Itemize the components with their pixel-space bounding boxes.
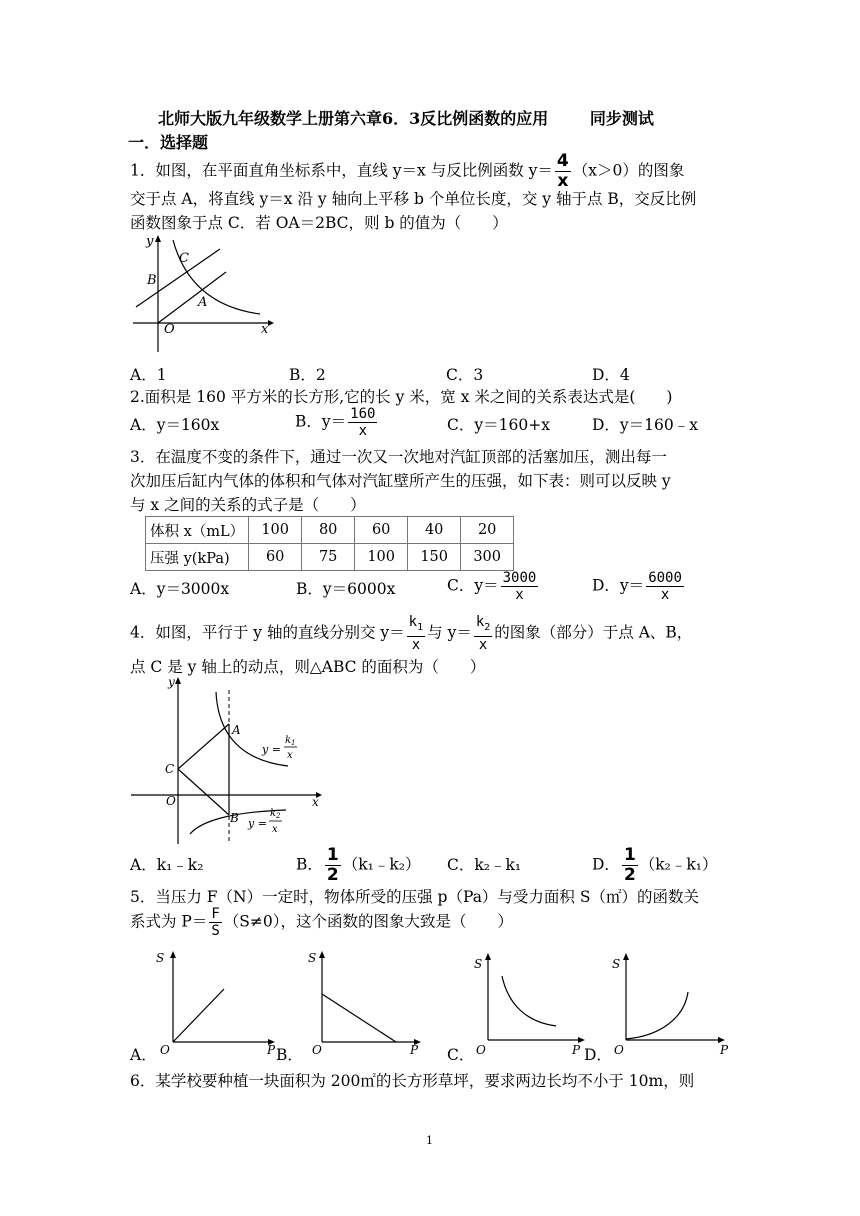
q3-opt-c-den: x [515,587,524,603]
page-number: 1 [426,1134,433,1147]
q5-c-axis-s: S [474,957,483,971]
q1-fraction [555,152,571,191]
q1-fig-c: C [179,251,189,266]
q4-option-c[interactable]: C．k₂﹣k₁ [447,856,522,874]
q6-line1: 6．某学校要种植一块面积为 200㎡的长方形草坪，要求两边长均不小于 10m，则 [130,1072,695,1090]
q5-line2 [130,906,513,939]
q4-option-a[interactable]: A．k₁﹣k₂ [130,856,204,874]
q4-text-mid: 与 y＝ [427,623,472,642]
q3-line1: 3．在温度不变的条件下，通过一次又一次地对汽缸顶部的活塞加压，测出每一 [130,448,667,466]
q1-frac-num: 4 [556,151,569,171]
q4-k2-den: x [478,636,488,653]
q2-opt-b-fraction [348,406,377,439]
q4-k1-num [407,614,425,637]
q4-k2-fraction [474,614,492,653]
q3-option-b[interactable]: B．y＝6000x [296,580,396,598]
table-cell: 150 [408,544,461,571]
table-cell: 压强 y(kPa) [146,544,249,571]
q1-fig-a: A [198,295,208,310]
table-cell: 80 [302,517,355,544]
q4-fig-o: O [166,794,176,808]
q4-k2-num [474,614,492,637]
q3-opt-c-label: C．y＝ [447,576,499,595]
q4-fig-eq1-k: k [285,735,292,746]
q3-data-table [145,516,514,571]
table-cell: 100 [249,517,302,544]
q3-opt-d-label: D．y＝ [592,576,645,595]
q4-k1-den: x [411,636,421,653]
q3-option-d[interactable] [592,570,686,603]
q4-k1-sub: 1 [417,621,424,633]
q5-c-axis-p: P [572,1043,581,1057]
q2-option-a[interactable]: A．y＝160x [130,416,220,434]
q4-fig-eq1-sub: 1 [291,739,296,747]
q3-opt-d-num: 6000 [648,570,682,586]
q3-opt-c-num: 3000 [502,570,537,586]
q5-frac-num: F [211,906,220,922]
section-heading: 一．选择题 [128,133,209,152]
table-cell: 100 [355,544,408,571]
q4-fig-eq2-lhs: y = [248,817,267,830]
q5-fraction [209,906,221,939]
title-suffix: 同步测试 [589,109,654,128]
q5-option-d[interactable]: D． [584,1046,612,1064]
q5-text: 系式为 P＝ [130,912,208,931]
table-cell: 60 [249,544,302,571]
document-title [158,106,654,129]
q4-k2-k: k [475,614,485,630]
q5-graph-b [292,944,432,1064]
q4-fig-eq2-den: x [272,824,278,835]
q4-fig-eq2-k: k [270,808,277,819]
table-cell: 75 [302,544,355,571]
q5-b-axis-p: P [410,1043,419,1057]
q4-line2: 点 C 是 y 轴上的动点，则△ABC 的面积为（ ） [130,658,486,676]
q3-option-a[interactable]: A．y＝3000x [130,580,230,598]
q4-figure [128,672,328,850]
q1-text: 1．如图，在平面直角坐标系中，直线 y＝x 与反比例函数 y＝ [130,161,553,180]
q4-opt-b-num: 1 [326,845,339,865]
q4-text-post: 的图象（部分）于点 A、B， [494,623,693,642]
q5-frac-den: S [211,923,220,939]
q4-opt-b-expr: （k₁﹣k₂） [342,855,421,874]
q5-b-axis-o: O [312,1043,322,1057]
q1-line3: 函数图象于点 C．若 OA＝2BC，则 b 的值为（ ） [130,214,508,232]
q4-fig-x: x [312,795,319,809]
q4-fig-eq2-sub: 2 [276,812,281,820]
q2-question: 2.面积是 160 平方米的长方形,它的长 y 米，宽 x 米之间的关系表达式是( ) [130,388,673,406]
q4-text: 4．如图，平行于 y 轴的直线分别交 y＝ [130,623,405,642]
q5-a-axis-o: O [160,1043,170,1057]
q4-opt-b-fraction [325,846,341,885]
q4-k1-k: k [408,614,418,630]
table-cell: 40 [408,517,461,544]
q1-option-b[interactable]: B．2 [289,366,326,384]
q1-line1 [130,152,684,191]
q1-figure [128,232,278,360]
q3-line2: 次加压后缸内气体的体积和气体对汽缸壁所产生的压强，如下表：则可以反映 y [130,472,671,490]
q3-opt-d-fraction [646,570,684,603]
q4-opt-d-den: 2 [623,865,636,885]
q1-option-d[interactable]: D．4 [592,366,630,384]
q5-graph-c [466,944,596,1064]
q3-opt-c-fraction [501,570,539,603]
q5-option-c[interactable]: C． [447,1046,475,1064]
q5-option-b[interactable]: B． [276,1046,303,1064]
q1-fig-o: O [164,322,175,337]
q5-d-axis-p: P [720,1043,729,1057]
q2-opt-b-den: x [358,423,368,439]
q5-b-axis-s: S [308,951,317,965]
q1-fig-b: B [147,273,157,288]
q2-opt-b-num: 160 [350,406,376,422]
q3-option-c[interactable] [447,570,540,603]
table-cell: 体积 x（mL） [146,517,249,544]
q4-k2-sub: 2 [484,621,491,633]
q2-option-d[interactable]: D．y＝160﹣x [592,416,699,434]
q5-d-axis-o: O [614,1043,624,1057]
q4-option-d[interactable] [592,846,718,885]
q4-opt-d-expr: （k₂﹣k₁） [639,855,718,874]
q5-option-a[interactable]: A． [130,1046,157,1064]
title-main: 北师大版九年级数学上册第六章6．3反比例函数的应用 [158,109,549,128]
q3-opt-d-den: x [660,587,670,603]
q5-text-post: （S≠0），这个函数的图象大致是（ ） [223,912,514,931]
q4-fig-a: A [232,723,241,737]
q5-graph-d [604,944,734,1064]
q4-opt-b-den: 2 [326,865,339,885]
q4-opt-d-num: 1 [623,845,636,865]
q4-fig-y: y [168,675,175,689]
q1-option-a[interactable]: A．1 [130,366,167,384]
table-cell: 300 [461,544,514,571]
table-row [146,517,514,544]
table-cell: 60 [355,517,408,544]
q1-fig-x: x [261,322,269,337]
q5-c-axis-o: O [476,1043,486,1057]
q5-d-axis-s: S [612,957,621,971]
q2-option-b[interactable] [295,406,379,439]
table-cell: 20 [461,517,514,544]
q5-line1: 5．当压力 F（N）一定时，物体所受的压强 p（Pa）与受力面积 S（㎡）的函数关 [130,888,699,906]
table-row [146,544,514,571]
q1-line2: 交于点 A，将直线 y＝x 沿 y 轴向上平移 b 个单位长度，交 y 轴于点 B，交反比例 [130,190,697,208]
q4-opt-d-fraction [622,846,638,885]
q4-fig-eq1-lhs: y = [262,743,281,756]
q5-a-axis-p: P [267,1043,276,1057]
q2-opt-b-label: B．y＝ [295,412,347,431]
q1-option-c[interactable]: C．3 [446,366,484,384]
q4-fig-b: B [230,811,239,825]
q4-opt-b-label: B． [296,855,323,874]
q4-k1-fraction [407,614,425,653]
q2-option-c[interactable]: C．y＝160+x [447,416,550,434]
q3-line3: 与 x 之间的关系的式子是（ ） [130,496,366,514]
q4-opt-d-label: D． [592,855,620,874]
q5-a-axis-s: S [156,951,165,965]
q4-fig-eq1-den: x [287,750,293,761]
q1-frac-den: x [557,171,569,191]
q4-line1 [130,614,692,653]
q4-fig-c: C [165,762,175,776]
q4-option-b[interactable] [296,846,420,885]
q1-text-cont: （x＞0）的图象 [572,161,685,180]
q1-fig-y: y [146,234,154,249]
